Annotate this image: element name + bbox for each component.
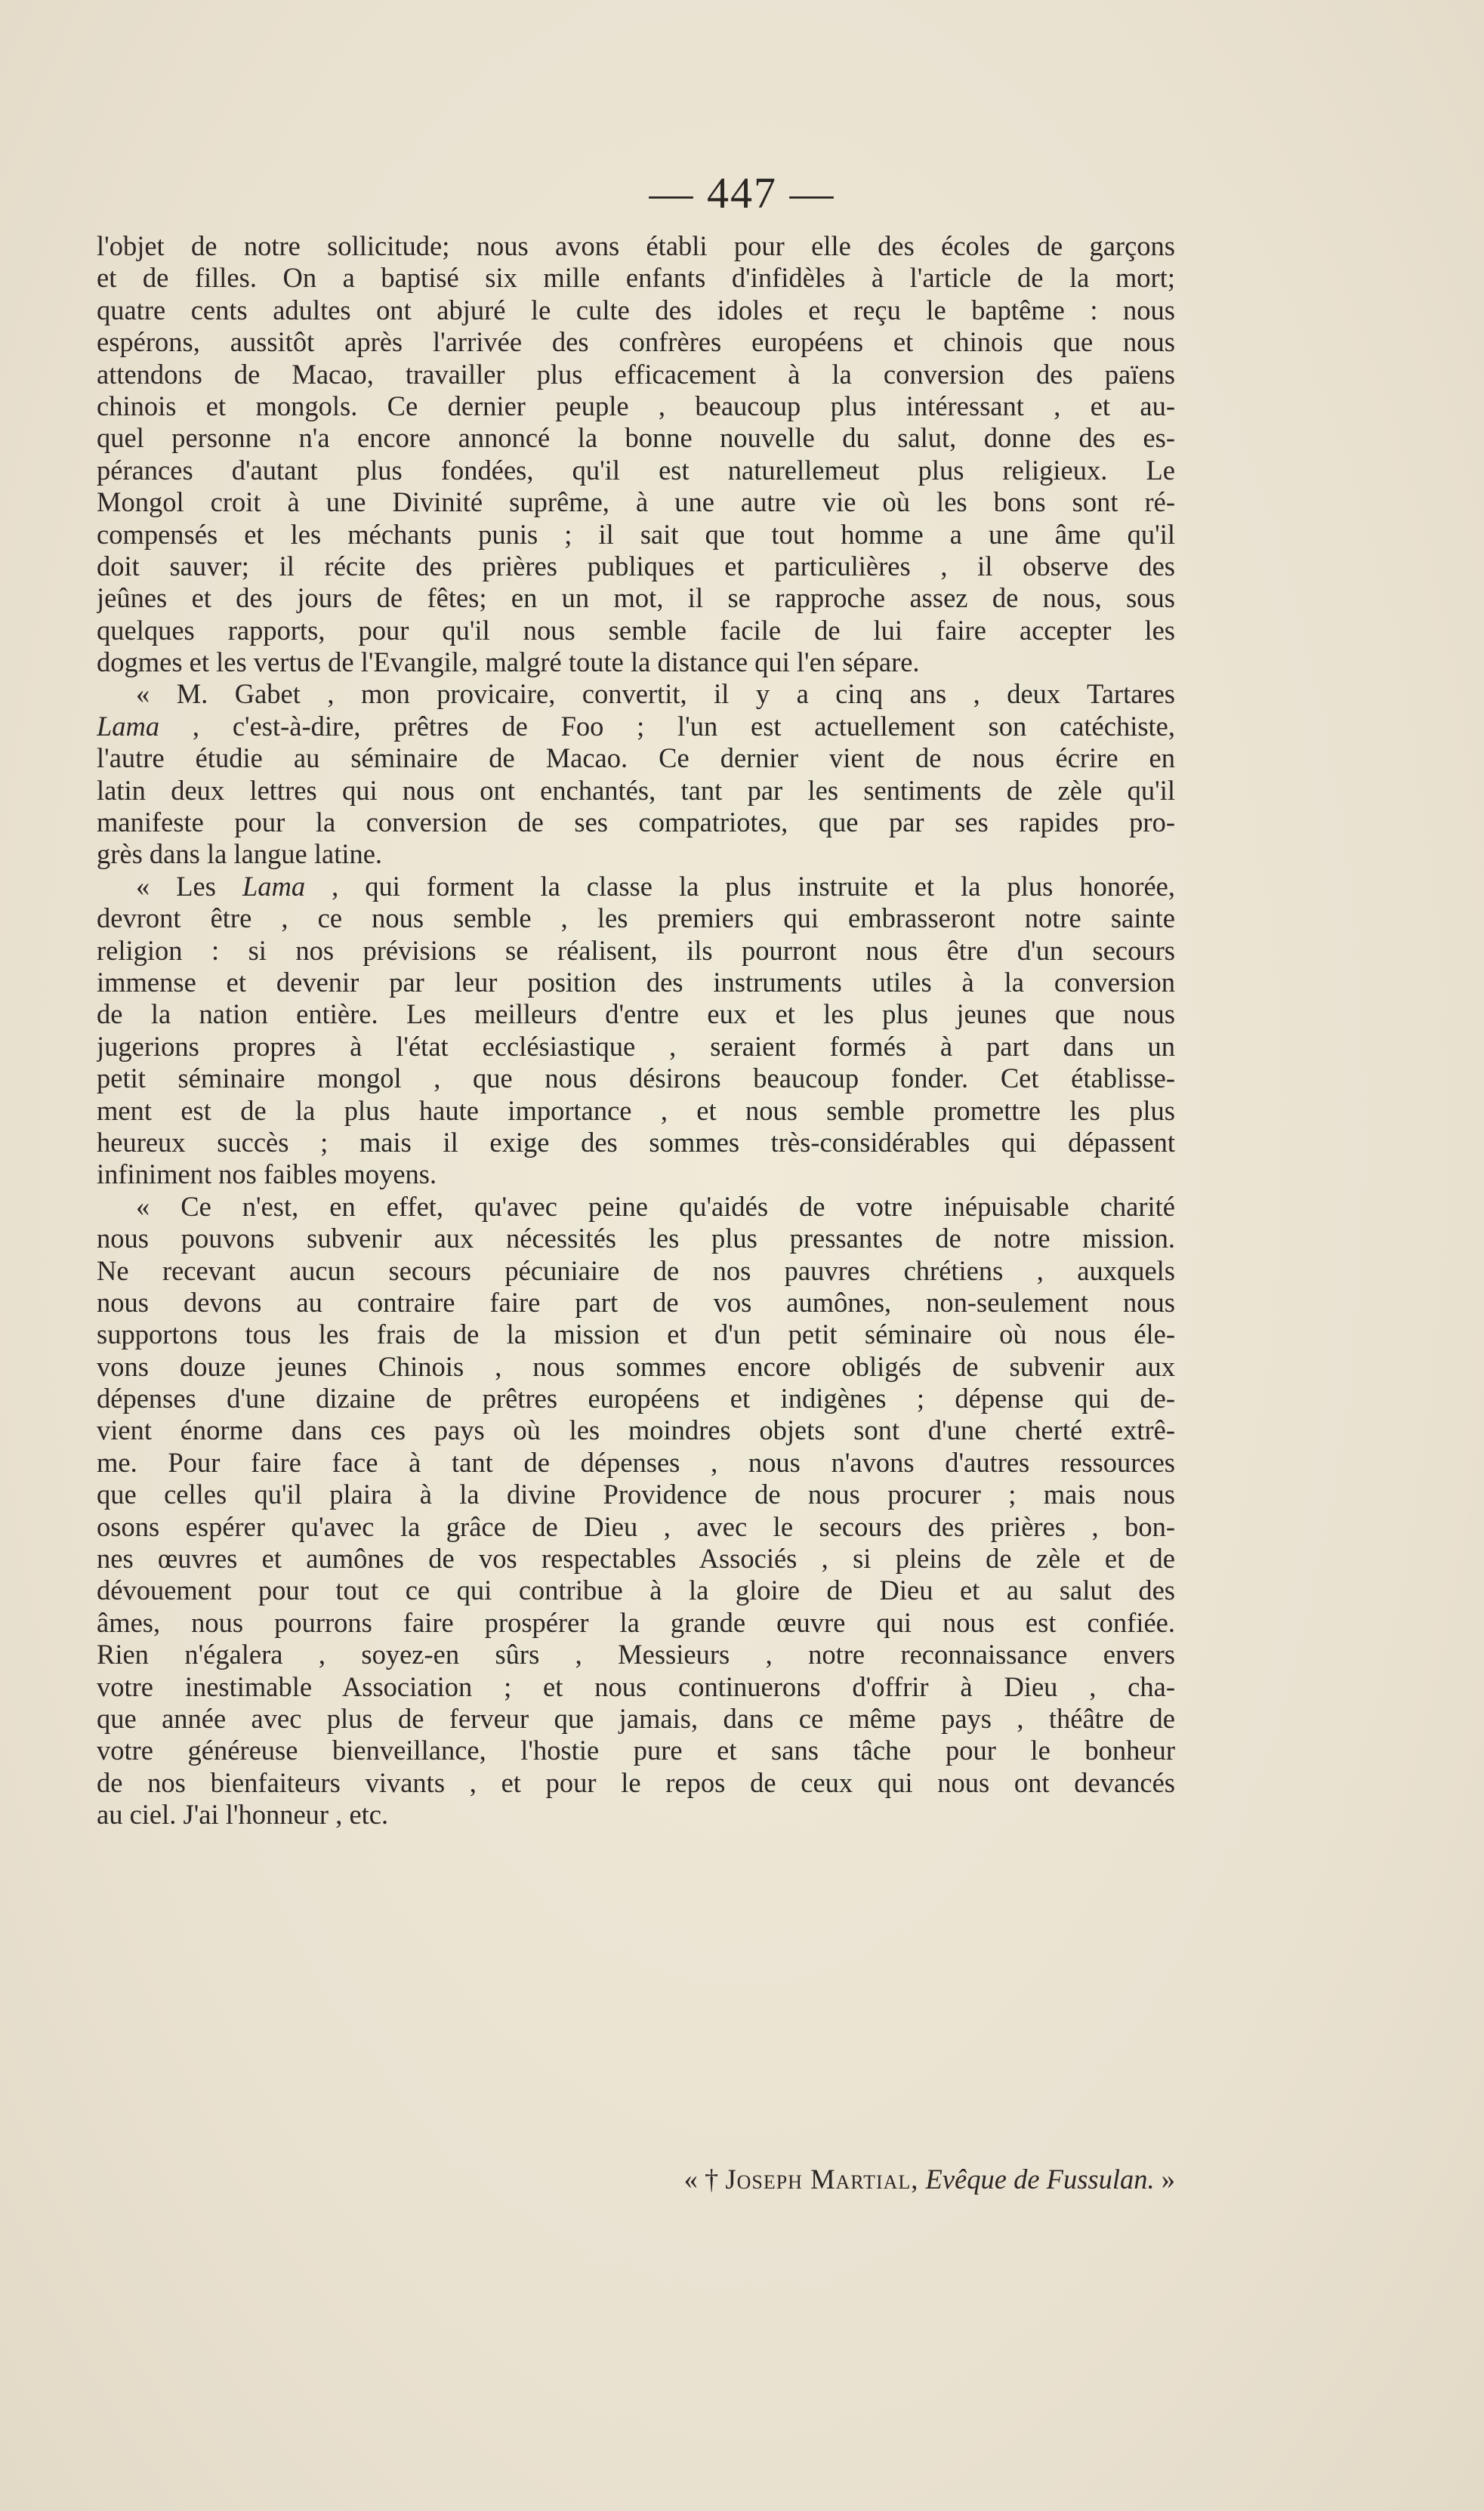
- signature-line: [97, 2164, 1175, 2195]
- text-line: pérances d'autant plus fondées, qu'il est naturellemeut plus religieux. Le: [97, 454, 1175, 486]
- text-line: quatre cents adultes ont abjuré le culte des idoles et reçu le baptême : nous: [97, 294, 1175, 325]
- text-line: manifeste pour la conversion de ses compatriotes, que par ses rapides pro-: [97, 807, 1175, 838]
- text-line: nous pouvons subvenir aux nécessités les plus pressantes de notre mission.: [97, 1223, 1175, 1254]
- text-line: quelques rapports, pour qu'il nous semble facile de lui faire accepter les: [97, 614, 1175, 646]
- text-line: jeûnes et des jours de fêtes; en un mot, il se rapproche assez de nous, sous: [97, 582, 1175, 614]
- signature-open: « †: [683, 2164, 726, 2195]
- text-line: doit sauver; il récite des prières publiques et particulières , il observe des: [97, 550, 1175, 581]
- text-line: devront être , ce nous semble , les premiers qui embrasseront notre sainte: [97, 902, 1175, 934]
- text-line: osons espérer qu'avec la grâce de Dieu , avec le secours des prières , bon-: [97, 1510, 1175, 1542]
- text-line: que année avec plus de ferveur que jamais, dans ce même pays , théâtre de: [97, 1702, 1175, 1734]
- text-line: « M. Gabet , mon provicaire, convertit, il y a cinq ans , deux Tartares: [136, 678, 1175, 710]
- text-line: quel personne n'a encore annoncé la bonne nouvelle du salut, donne des es-: [97, 422, 1175, 454]
- paragraph: [97, 230, 1175, 678]
- text-line: « Les Lama , qui forment la classe la plus instruite et la plus honorée,: [136, 870, 1175, 902]
- text-line: attendons de Macao, travailler plus efficacement à la conversion des païens: [97, 358, 1175, 390]
- text-line: Mongol croit à une Divinité suprême, à une autre vie où les bons sont ré-: [97, 486, 1175, 518]
- paragraph: [97, 678, 1175, 870]
- text-line: chinois et mongols. Ce dernier peuple , beaucoup plus intéressant , et au-: [97, 390, 1175, 421]
- text-line: petit séminaire mongol , que nous désirons beaucoup fonder. Cet établisse-: [97, 1063, 1175, 1094]
- text-line: infiniment nos faibles moyens.: [97, 1158, 437, 1190]
- text-line: l'autre étudie au séminaire de Macao. Ce dernier vient de nous écrire en: [97, 742, 1175, 774]
- text-line: au ciel. J'ai l'honneur , etc.: [97, 1799, 389, 1831]
- text-line: me. Pour faire face à tant de dépenses , nous n'avons d'autres ressources: [97, 1446, 1175, 1478]
- text-line: « Ce n'est, en effet, qu'avec peine qu'aidés de votre inépuisable charité: [136, 1190, 1175, 1222]
- text-line: compensés et les méchants punis ; il sait que tout homme a une âme qu'il: [97, 518, 1175, 550]
- text-line: espérons, aussitôt après l'arrivée des confrères européens et chinois que nous: [97, 326, 1175, 358]
- text-line: dépenses d'une dizaine de prêtres européens et indigènes ; dépense qui de-: [97, 1383, 1175, 1414]
- text-line: l'objet de notre sollicitude; nous avons établi pour elle des écoles de garçons: [97, 230, 1175, 261]
- text-line: latin deux lettres qui nous ont enchantés, tant par les sentiments de zèle qu'il: [97, 774, 1175, 806]
- text-line: de la nation entière. Les meilleurs d'entre eux et les plus jeunes que nous: [97, 998, 1175, 1030]
- text-line: que celles qu'il plaira à la divine Providence de nous procurer ; mais nous: [97, 1479, 1175, 1510]
- text-line: Rien n'égalera , soyez-en sûrs , Messieurs , notre reconnaissance envers: [97, 1639, 1175, 1670]
- text-line: immense et devenir par leur position des instruments utiles à la conversion: [97, 966, 1175, 998]
- paragraph: [97, 1191, 1175, 1831]
- text-line: grès dans la langue latine.: [97, 838, 383, 870]
- signature-name: Joseph Martial,: [725, 2164, 919, 2195]
- text-line: âmes, nous pourrons faire prospérer la grande œuvre qui nous est confiée.: [97, 1606, 1175, 1638]
- text-line: nous devons au contraire faire part de vos aumônes, non-seulement nous: [97, 1286, 1175, 1318]
- text-line: Ne recevant aucun secours pécuniaire de nos pauvres chrétiens , auxquels: [97, 1254, 1175, 1286]
- text-line: religion : si nos prévisions se réalisent, ils pourront nous être d'un secours: [97, 934, 1175, 966]
- text-line: ment est de la plus haute importance , et nous semble promettre les plus: [97, 1094, 1175, 1126]
- text-line: vient énorme dans ces pays où les moindres objets sont d'une cherté extrê-: [97, 1414, 1175, 1446]
- text-line: jugerions propres à l'état ecclésiastique , seraient formés à part dans un: [97, 1030, 1175, 1062]
- text-line: dévouement pour tout ce qui contribue à la gloire de Dieu et au salut des: [97, 1575, 1175, 1606]
- text-line: de nos bienfaiteurs vivants , et pour le repos de ceux qui nous ont devancés: [97, 1766, 1175, 1798]
- text-line: votre généreuse bienveillance, l'hostie pure et sans tâche pour le bonheur: [97, 1735, 1175, 1766]
- body-text: [97, 230, 1175, 1831]
- text-line: nes œuvres et aumônes de vos respectables Associés , si pleins de zèle et de: [97, 1543, 1175, 1575]
- text-line: et de filles. On a baptisé six mille enfants d'infidèles à l'article de la mort;: [97, 262, 1175, 294]
- text-line: vons douze jeunes Chinois , nous sommes encore obligés de subvenir aux: [97, 1350, 1175, 1382]
- signature-title: Evêque de Fussulan.: [925, 2164, 1155, 2195]
- text-line: votre inestimable Association ; et nous continuerons d'offrir à Dieu , cha-: [97, 1670, 1175, 1702]
- paragraph: [97, 871, 1175, 1191]
- signature-close: »: [1154, 2164, 1175, 2195]
- page-number: — 447 —: [649, 168, 835, 217]
- text-line: dogmes et les vertus de l'Evangile, malgré toute la distance qui l'en sépare.: [97, 646, 920, 678]
- text-line: Lama , c'est-à-dire, prêtres de Foo ; l'un est actuellement son catéchiste,: [97, 710, 1175, 742]
- text-line: heureux succès ; mais il exige des sommes très-considérables qui dépassent: [97, 1126, 1175, 1158]
- text-line: supportons tous les frais de la mission et d'un petit séminaire où nous éle-: [97, 1319, 1175, 1350]
